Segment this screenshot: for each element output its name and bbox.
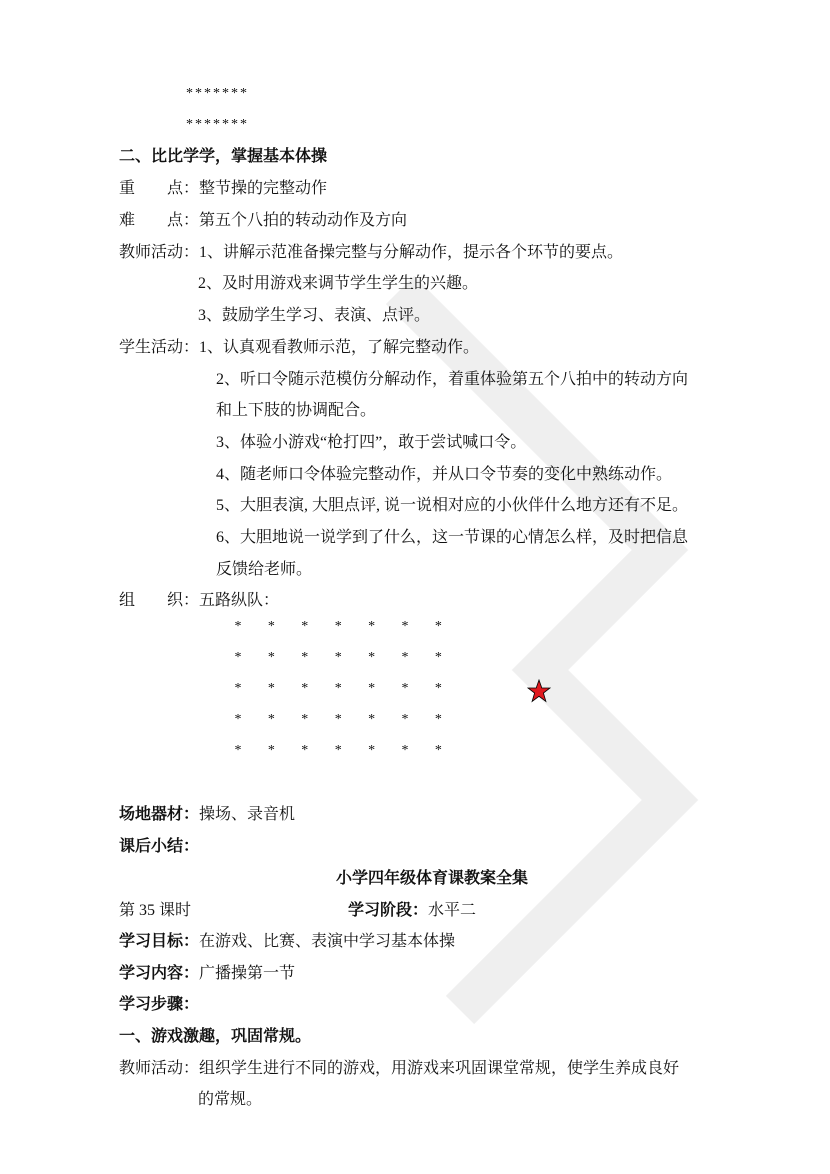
item: 1、讲解示范准备操完整与分解动作，提示各个环节的要点。 bbox=[199, 244, 624, 261]
stars-row: ******* bbox=[186, 117, 249, 132]
summary-label: 课后小结： bbox=[119, 838, 200, 855]
label: 学习目标： bbox=[119, 933, 200, 950]
formation-student-mark: * bbox=[368, 619, 376, 634]
formation-student-mark: * bbox=[368, 650, 376, 665]
label: 学习内容： bbox=[119, 965, 200, 982]
label: 学习阶段： bbox=[348, 902, 429, 919]
teacher-item: 2、及时用游戏来调节学生学生的兴趣。 bbox=[198, 275, 479, 292]
formation-student-mark: * bbox=[234, 743, 242, 758]
student-item: 4、随老师口令体验完整动作，并从口令节奏的变化中熟练动作。 bbox=[216, 466, 673, 483]
formation-student-mark: * bbox=[267, 650, 275, 665]
value: 整节操的完整动作 bbox=[199, 180, 328, 197]
value: 操场、录音机 bbox=[199, 806, 296, 823]
teacher-activity bbox=[119, 242, 623, 264]
formation-student-mark: * bbox=[267, 743, 275, 758]
formation-student-mark: * bbox=[334, 650, 342, 665]
label: 教师活动： bbox=[119, 244, 200, 261]
formation-student-mark: * bbox=[434, 681, 442, 696]
formation-student-mark: * bbox=[301, 712, 309, 727]
venue bbox=[119, 804, 295, 826]
formation-student-mark: * bbox=[301, 619, 309, 634]
formation-student-mark: * bbox=[301, 681, 309, 696]
formation-student-mark: * bbox=[301, 650, 309, 665]
label: 学生活动： bbox=[119, 339, 200, 356]
formation-student-mark: * bbox=[434, 712, 442, 727]
value: 第五个八拍的转动动作及方向 bbox=[199, 212, 408, 229]
formation-student-mark: * bbox=[234, 619, 242, 634]
formation-student-mark: * bbox=[267, 681, 275, 696]
difficulty bbox=[119, 210, 407, 232]
label: 教师活动： bbox=[119, 1060, 200, 1077]
formation-student-mark: * bbox=[267, 712, 275, 727]
formation-student-mark: * bbox=[234, 681, 242, 696]
teacher-item: 的常规。 bbox=[198, 1091, 263, 1108]
formation-student-mark: * bbox=[334, 743, 342, 758]
key-point bbox=[119, 178, 327, 200]
formation-student-mark: * bbox=[401, 743, 409, 758]
lesson-stage bbox=[348, 900, 476, 922]
label: 组 织： bbox=[119, 592, 200, 609]
label: 场地器材： bbox=[119, 806, 200, 823]
teacher-item: 3、鼓励学生学习、表演、点评。 bbox=[198, 307, 431, 324]
student-item: 3、体验小游戏“枪打四”，敢于尝试喊口令。 bbox=[216, 434, 527, 451]
student-item: 反馈给老师。 bbox=[216, 561, 313, 578]
student-activity bbox=[119, 337, 479, 359]
formation-student-mark: * bbox=[334, 712, 342, 727]
formation-student-mark: * bbox=[334, 619, 342, 634]
organization bbox=[119, 590, 279, 612]
steps-label: 学习步骤： bbox=[119, 996, 200, 1013]
stars-row: ******* bbox=[186, 86, 249, 101]
formation-student-mark: * bbox=[334, 681, 342, 696]
item: 组织学生进行不同的游戏，用游戏来巩固课堂常规，使学生养成良好 bbox=[199, 1060, 680, 1077]
label: 难 点： bbox=[119, 212, 200, 229]
value: 五路纵队： bbox=[199, 592, 280, 609]
student-item: 和上下肢的协调配合。 bbox=[216, 402, 377, 419]
formation-student-mark: * bbox=[401, 650, 409, 665]
label: 重 点： bbox=[119, 180, 200, 197]
student-item: 6、大胆地说一说学到了什么，这一节课的心情怎么样，及时把信息 bbox=[216, 529, 689, 546]
formation-student-mark: * bbox=[368, 712, 376, 727]
formation-student-mark: * bbox=[401, 712, 409, 727]
formation-student-mark: * bbox=[267, 619, 275, 634]
section-heading: 二、比比学学，掌握基本体操 bbox=[119, 148, 328, 165]
student-item: 2、听口令随示范模仿分解动作，着重体验第五个八拍中的转动方向 bbox=[216, 371, 689, 388]
formation-student-mark: * bbox=[434, 743, 442, 758]
value: 在游戏、比赛、表演中学习基本体操 bbox=[199, 933, 456, 950]
formation-student-mark: * bbox=[401, 619, 409, 634]
lesson-goal bbox=[119, 931, 455, 953]
lesson-content bbox=[119, 963, 295, 985]
lesson-period: 第 35 课时 bbox=[119, 902, 192, 919]
formation-student-mark: * bbox=[401, 681, 409, 696]
formation-student-mark: * bbox=[301, 743, 309, 758]
value: 水平二 bbox=[428, 902, 477, 919]
item: 1、认真观看教师示范，了解完整动作。 bbox=[199, 339, 480, 356]
student-item: 5、大胆表演, 大胆点评, 说一说相对应的小伙伴什么地方还有不足。 bbox=[216, 497, 689, 514]
value: 广播操第一节 bbox=[199, 965, 296, 982]
step-heading: 一、游戏激趣，巩固常规。 bbox=[119, 1028, 312, 1045]
formation-student-mark: * bbox=[368, 743, 376, 758]
lesson-title: 小学四年级体育课教案全集 bbox=[335, 870, 528, 887]
formation-student-mark: * bbox=[434, 650, 442, 665]
teacher-activity bbox=[119, 1058, 679, 1080]
formation-student-mark: * bbox=[234, 650, 242, 665]
teacher-star-icon bbox=[527, 679, 551, 703]
formation-student-mark: * bbox=[368, 681, 376, 696]
formation-student-mark: * bbox=[434, 619, 442, 634]
formation-student-mark: * bbox=[234, 712, 242, 727]
